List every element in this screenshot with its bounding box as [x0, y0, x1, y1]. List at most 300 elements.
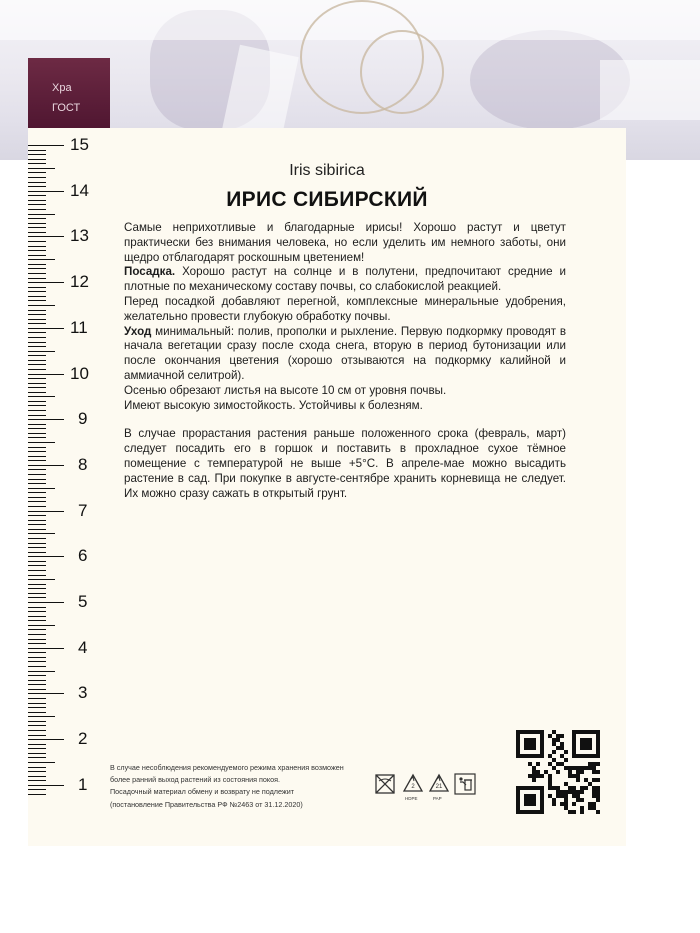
svg-text:2: 2	[411, 784, 415, 790]
qr-module	[532, 802, 536, 806]
qr-module	[580, 786, 584, 790]
qr-module	[596, 738, 600, 742]
qr-module	[548, 778, 552, 782]
qr-module	[576, 790, 580, 794]
ruler-tick	[28, 693, 64, 694]
ruler-tick	[28, 456, 46, 457]
ruler-number: 6	[78, 546, 88, 566]
qr-module	[540, 790, 544, 794]
qr-module	[520, 754, 524, 758]
ruler-tick	[28, 396, 55, 397]
planting-paragraph	[124, 265, 566, 295]
qr-module	[556, 734, 560, 738]
ruler-tick	[28, 287, 46, 288]
qr-module	[592, 806, 596, 810]
qr-module	[592, 802, 596, 806]
notice-line: более ранний выход растений из состояния покоя.	[110, 775, 280, 785]
no-dry-crossed-icon	[374, 773, 396, 795]
qr-module	[588, 738, 592, 742]
qr-module	[528, 754, 532, 758]
planting-label: Посадка.	[124, 265, 176, 279]
qr-module	[540, 794, 544, 798]
latin-name: Iris sibirica	[289, 162, 365, 179]
qr-module	[580, 810, 584, 814]
ruler-tick	[28, 529, 46, 530]
qr-module	[576, 774, 580, 778]
qr-module	[560, 762, 564, 766]
hardiness-paragraph: Имеют высокую зимостойкость. Устойчивы к болезням.	[124, 398, 423, 412]
before-planting-paragraph: Перед посадкой добавляют перегной, комплексные минеральные удобрения, желательно провести глубокую обработку почвы.	[124, 294, 566, 323]
ruler-tick	[28, 570, 46, 571]
qr-module	[540, 750, 544, 754]
qr-module	[524, 794, 528, 798]
qr-module	[528, 762, 532, 766]
qr-module	[556, 794, 560, 798]
qr-module	[560, 802, 564, 806]
ruler-tick	[28, 383, 46, 384]
ruler-tick	[28, 506, 46, 507]
ruler-tick	[28, 415, 46, 416]
qr-module	[516, 734, 520, 738]
ruler-tick	[28, 789, 46, 790]
qr-module	[596, 762, 600, 766]
qr-module	[524, 786, 528, 790]
ruler-tick	[28, 657, 46, 658]
ruler-tick	[28, 214, 55, 215]
qr-module	[524, 810, 528, 814]
qr-module	[520, 730, 524, 734]
qr-module	[516, 742, 520, 746]
qr-module	[592, 762, 596, 766]
qr-module	[520, 810, 524, 814]
ruler-tick	[28, 584, 46, 585]
qr-module	[528, 774, 532, 778]
qr-module	[548, 782, 552, 786]
ruler-tick	[28, 625, 55, 626]
ruler-tick	[28, 712, 46, 713]
description	[124, 221, 566, 501]
qr-module	[592, 790, 596, 794]
care-label: Уход	[124, 324, 152, 338]
ruler-tick	[28, 355, 46, 356]
qr-module	[556, 738, 560, 742]
qr-module	[552, 802, 556, 806]
ruler-tick	[28, 684, 46, 685]
qr-module	[548, 734, 552, 738]
qr-module	[528, 810, 532, 814]
qr-module	[532, 774, 536, 778]
ruler-tick	[28, 538, 46, 539]
package-maroon-strip	[28, 58, 110, 132]
ruler-tick	[28, 748, 46, 749]
qr-module	[580, 746, 584, 750]
qr-module	[584, 742, 588, 746]
background-bottom	[0, 846, 700, 933]
qr-module	[588, 746, 592, 750]
ruler-tick	[28, 428, 46, 429]
ruler-tick	[28, 739, 64, 740]
qr-module	[536, 762, 540, 766]
ruler-tick	[28, 268, 46, 269]
qr-module	[516, 790, 520, 794]
ruler-tick	[28, 250, 46, 251]
ruler-tick	[28, 492, 46, 493]
qr-module	[572, 766, 576, 770]
qr-module	[568, 766, 572, 770]
ruler-tick	[28, 776, 46, 777]
ruler-tick	[28, 689, 46, 690]
ruler-tick	[28, 465, 64, 466]
qr-module	[536, 754, 540, 758]
ruler-tick	[28, 552, 46, 553]
pap-label: PAP	[433, 796, 442, 801]
ruler-tick	[28, 342, 46, 343]
qr-module	[572, 738, 576, 742]
ruler-tick	[28, 597, 46, 598]
qr-module	[556, 762, 560, 766]
ruler-tick	[28, 469, 46, 470]
qr-module	[576, 794, 580, 798]
qr-module	[516, 806, 520, 810]
qr-module	[540, 806, 544, 810]
qr-module	[560, 790, 564, 794]
ruler-tick	[28, 794, 46, 795]
ruler-tick	[28, 241, 46, 242]
ruler-tick	[28, 588, 46, 589]
qr-module	[564, 794, 568, 798]
ruler-tick	[28, 300, 46, 301]
ruler-tick	[28, 364, 46, 365]
qr-module	[532, 794, 536, 798]
qr-module	[548, 786, 552, 790]
qr-module	[564, 782, 568, 786]
ruler-tick	[28, 182, 46, 183]
ruler-tick	[28, 401, 46, 402]
qr-module	[556, 790, 560, 794]
qr-module	[596, 742, 600, 746]
strip-text: Хра	[52, 82, 72, 94]
qr-module	[540, 746, 544, 750]
ruler-tick	[28, 474, 46, 475]
qr-module	[596, 794, 600, 798]
ruler-tick	[28, 150, 46, 151]
qr-module	[548, 774, 552, 778]
qr-module	[532, 738, 536, 742]
qr-module	[564, 750, 568, 754]
qr-module	[572, 742, 576, 746]
ruler-tick	[28, 607, 46, 608]
qr-module	[584, 778, 588, 782]
qr-module	[568, 786, 572, 790]
qr-module	[552, 766, 556, 770]
qr-module	[588, 802, 592, 806]
autumn-paragraph: Осенью обрезают листья на высоте 10 см от уровня почвы.	[124, 383, 447, 397]
qr-module	[580, 806, 584, 810]
ruler-tick	[28, 332, 46, 333]
qr-module	[572, 754, 576, 758]
ruler-tick	[28, 145, 64, 146]
qr-module	[572, 786, 576, 790]
ruler-number: 10	[70, 363, 89, 383]
qr-module	[560, 794, 564, 798]
qr-module	[580, 738, 584, 742]
ruler-tick	[28, 780, 46, 781]
ruler-tick	[28, 533, 55, 534]
ruler-tick	[28, 515, 46, 516]
qr-module	[528, 738, 532, 742]
qr-module	[532, 766, 536, 770]
ruler-tick	[28, 629, 46, 630]
ruler-tick	[28, 392, 46, 393]
ruler-tick	[28, 405, 46, 406]
qr-module	[552, 730, 556, 734]
strip-text: ГОСТ	[52, 102, 81, 114]
ruler-tick	[28, 579, 55, 580]
ruler-tick	[28, 282, 64, 283]
product-title: ИРИС СИБИРСКИЙ	[226, 188, 428, 211]
qr-module	[572, 750, 576, 754]
qr-module	[548, 794, 552, 798]
ruler-tick	[28, 543, 46, 544]
ruler-tick	[28, 351, 55, 352]
ruler-tick	[28, 767, 46, 768]
ruler-tick	[28, 620, 46, 621]
ruler-tick	[28, 264, 46, 265]
qr-module	[556, 746, 560, 750]
qr-module	[524, 754, 528, 758]
qr-module	[536, 730, 540, 734]
ruler-number: 1	[78, 774, 88, 794]
ruler-tick	[28, 296, 46, 297]
ruler-tick	[28, 675, 46, 676]
ruler-tick	[28, 593, 46, 594]
ruler-tick	[28, 524, 46, 525]
ruler-tick	[28, 387, 46, 388]
qr-module	[568, 810, 572, 814]
qr-module	[564, 802, 568, 806]
qr-module	[592, 778, 596, 782]
qr-module	[564, 758, 568, 762]
ruler-tick	[28, 707, 46, 708]
qr-module	[588, 766, 592, 770]
ruler-tick	[28, 337, 46, 338]
ruler-number: 3	[78, 683, 88, 703]
ruler-tick	[28, 753, 46, 754]
qr-module	[596, 746, 600, 750]
qr-module	[596, 778, 600, 782]
ruler-tick	[28, 236, 64, 237]
ruler-tick	[28, 278, 46, 279]
notice-line: Посадочный материал обмену и возврату не подлежит	[110, 787, 295, 797]
ruler-tick	[28, 451, 46, 452]
qr-module	[536, 774, 540, 778]
ruler-tick	[28, 246, 46, 247]
ruler-tick	[28, 410, 46, 411]
qr-module	[532, 730, 536, 734]
qr-module	[516, 738, 520, 742]
qr-module	[592, 794, 596, 798]
ruler-number: 5	[78, 592, 88, 611]
care-paragraph	[124, 325, 566, 384]
ruler-tick	[28, 479, 46, 480]
qr-module	[532, 746, 536, 750]
qr-module	[580, 754, 584, 758]
ruler-tick	[28, 360, 46, 361]
ruler-tick	[28, 602, 64, 603]
qr-module	[540, 810, 544, 814]
qr-module	[540, 734, 544, 738]
ruler-number: 7	[78, 500, 88, 520]
ruler-tick	[28, 323, 46, 324]
qr-module	[592, 770, 596, 774]
ruler-tick	[28, 374, 64, 375]
ruler-number: 13	[70, 226, 89, 246]
ruler-tick	[28, 328, 64, 329]
qr-module	[592, 754, 596, 758]
ruler-tick	[28, 419, 64, 420]
qr-module	[520, 786, 524, 790]
ruler-tick	[28, 483, 46, 484]
ruler-tick	[28, 735, 46, 736]
qr-module	[584, 786, 588, 790]
qr-module	[596, 734, 600, 738]
qr-module	[532, 742, 536, 746]
ruler-number: 12	[70, 272, 89, 292]
ruler-tick	[28, 273, 46, 274]
qr-module	[560, 754, 564, 758]
qr-module	[516, 802, 520, 806]
ruler-tick	[28, 310, 46, 311]
ruler-tick	[28, 611, 46, 612]
ruler-number: 9	[78, 409, 88, 429]
recycle-hdpe-icon	[402, 773, 424, 795]
qr-module	[556, 786, 560, 790]
qr-module	[548, 762, 552, 766]
ruler-tick	[28, 661, 46, 662]
qr-module	[524, 798, 528, 802]
ruler-tick	[28, 255, 46, 256]
ruler-tick	[28, 159, 46, 160]
qr-module	[516, 754, 520, 758]
ruler-tick	[28, 698, 46, 699]
qr-module	[588, 742, 592, 746]
ruler-tick	[28, 232, 46, 233]
qr-module	[552, 786, 556, 790]
ruler-tick	[28, 437, 46, 438]
qr-module	[532, 798, 536, 802]
qr-module	[528, 802, 532, 806]
qr-module	[588, 762, 592, 766]
qr-module	[572, 790, 576, 794]
qr-module	[596, 786, 600, 790]
ruler-tick	[28, 488, 55, 489]
qr-module	[596, 770, 600, 774]
notice-line: (постановление Правительства РФ №2463 от 31.12.2020)	[110, 799, 303, 809]
ruler	[28, 130, 98, 798]
svg-text:21: 21	[435, 784, 443, 790]
ruler-number: 14	[70, 180, 89, 200]
qr-module	[596, 810, 600, 814]
notice-line: В случае несоблюдения рекомендуемого режима хранения возможен	[110, 763, 344, 772]
qr-module	[516, 786, 520, 790]
qr-module	[540, 798, 544, 802]
ruler-tick	[28, 186, 46, 187]
qr-module	[576, 766, 580, 770]
ruler-tick	[28, 716, 55, 717]
qr-module	[528, 746, 532, 750]
paragraph-gap	[124, 413, 566, 427]
ruler-tick	[28, 785, 64, 786]
ruler-tick	[28, 643, 46, 644]
ruler-tick	[28, 433, 46, 434]
ruler-number: 11	[70, 317, 88, 337]
ruler-number: 2	[78, 729, 88, 749]
qr-module	[536, 810, 540, 814]
ruler-tick	[28, 757, 46, 758]
qr-module	[536, 786, 540, 790]
qr-module	[528, 730, 532, 734]
qr-module	[552, 738, 556, 742]
ruler-tick	[28, 703, 46, 704]
storage-notice	[110, 762, 380, 811]
rhizome-root	[360, 30, 444, 114]
qr-module	[580, 798, 584, 802]
care-text: минимальный: полив, прополки и рыхление. Первую подкормку проводят в начала вегетации сразу после схода снега, вторую в период бутонизации или после окончания цветения (хорошо отзываются на подкормку калийной и аммиачной селитрой).	[124, 324, 566, 382]
qr-module	[540, 774, 544, 778]
ruler-tick	[28, 511, 64, 512]
bag-highlight	[600, 60, 700, 120]
qr-module	[572, 746, 576, 750]
ruler-tick	[28, 369, 46, 370]
qr-module	[564, 798, 568, 802]
qr-module	[556, 770, 560, 774]
ruler-tick	[28, 565, 46, 566]
qr-module	[572, 810, 576, 814]
qr-module	[580, 770, 584, 774]
planting-text: Хорошо растут на солнце и в полутени, предпочитают средние и плотные по механическому составу почвы, со слабокислой реакцией.	[124, 265, 566, 294]
ruler-tick	[28, 378, 46, 379]
qr-module	[560, 734, 564, 738]
qr-module	[564, 766, 568, 770]
ruler-tick	[28, 346, 46, 347]
early-sprouting-paragraph: В случае прорастания растения раньше положенного срока (февраль, март) следует посадить его в горшок и поставить в прохладное сухое тёмное помещение с температурой не выше +5°С. В апреле-мае можно высадить растение в сад. При покупке в августе-сентябре хранить корневища не следует. Их можно сразу сажать в открытый грунт.	[124, 427, 566, 500]
ruler-tick	[28, 634, 46, 635]
ruler-tick	[28, 442, 55, 443]
qr-module	[588, 782, 592, 786]
qr-module	[532, 754, 536, 758]
qr-module	[568, 770, 572, 774]
intro-paragraph: Самые неприхотливые и благодарные ирисы! Хорошо растут и цветут практически без внимания человека, но если уделить им немного заботы, они щедро отблагодарят роскошным цветением!	[124, 221, 566, 264]
ruler-tick	[28, 218, 46, 219]
qr-module	[564, 790, 568, 794]
qr-code[interactable]	[516, 730, 600, 814]
qr-module	[540, 742, 544, 746]
qr-module	[572, 802, 576, 806]
qr-module	[528, 798, 532, 802]
qr-module	[576, 770, 580, 774]
ruler-tick	[28, 561, 46, 562]
ruler-tick	[28, 547, 46, 548]
qr-module	[576, 754, 580, 758]
qr-module	[560, 746, 564, 750]
qr-module	[576, 798, 580, 802]
qr-module	[524, 746, 528, 750]
ruler-tick	[28, 520, 46, 521]
ruler-number: 8	[78, 454, 88, 474]
qr-module	[532, 778, 536, 782]
qr-module	[528, 786, 532, 790]
qr-module	[596, 798, 600, 802]
